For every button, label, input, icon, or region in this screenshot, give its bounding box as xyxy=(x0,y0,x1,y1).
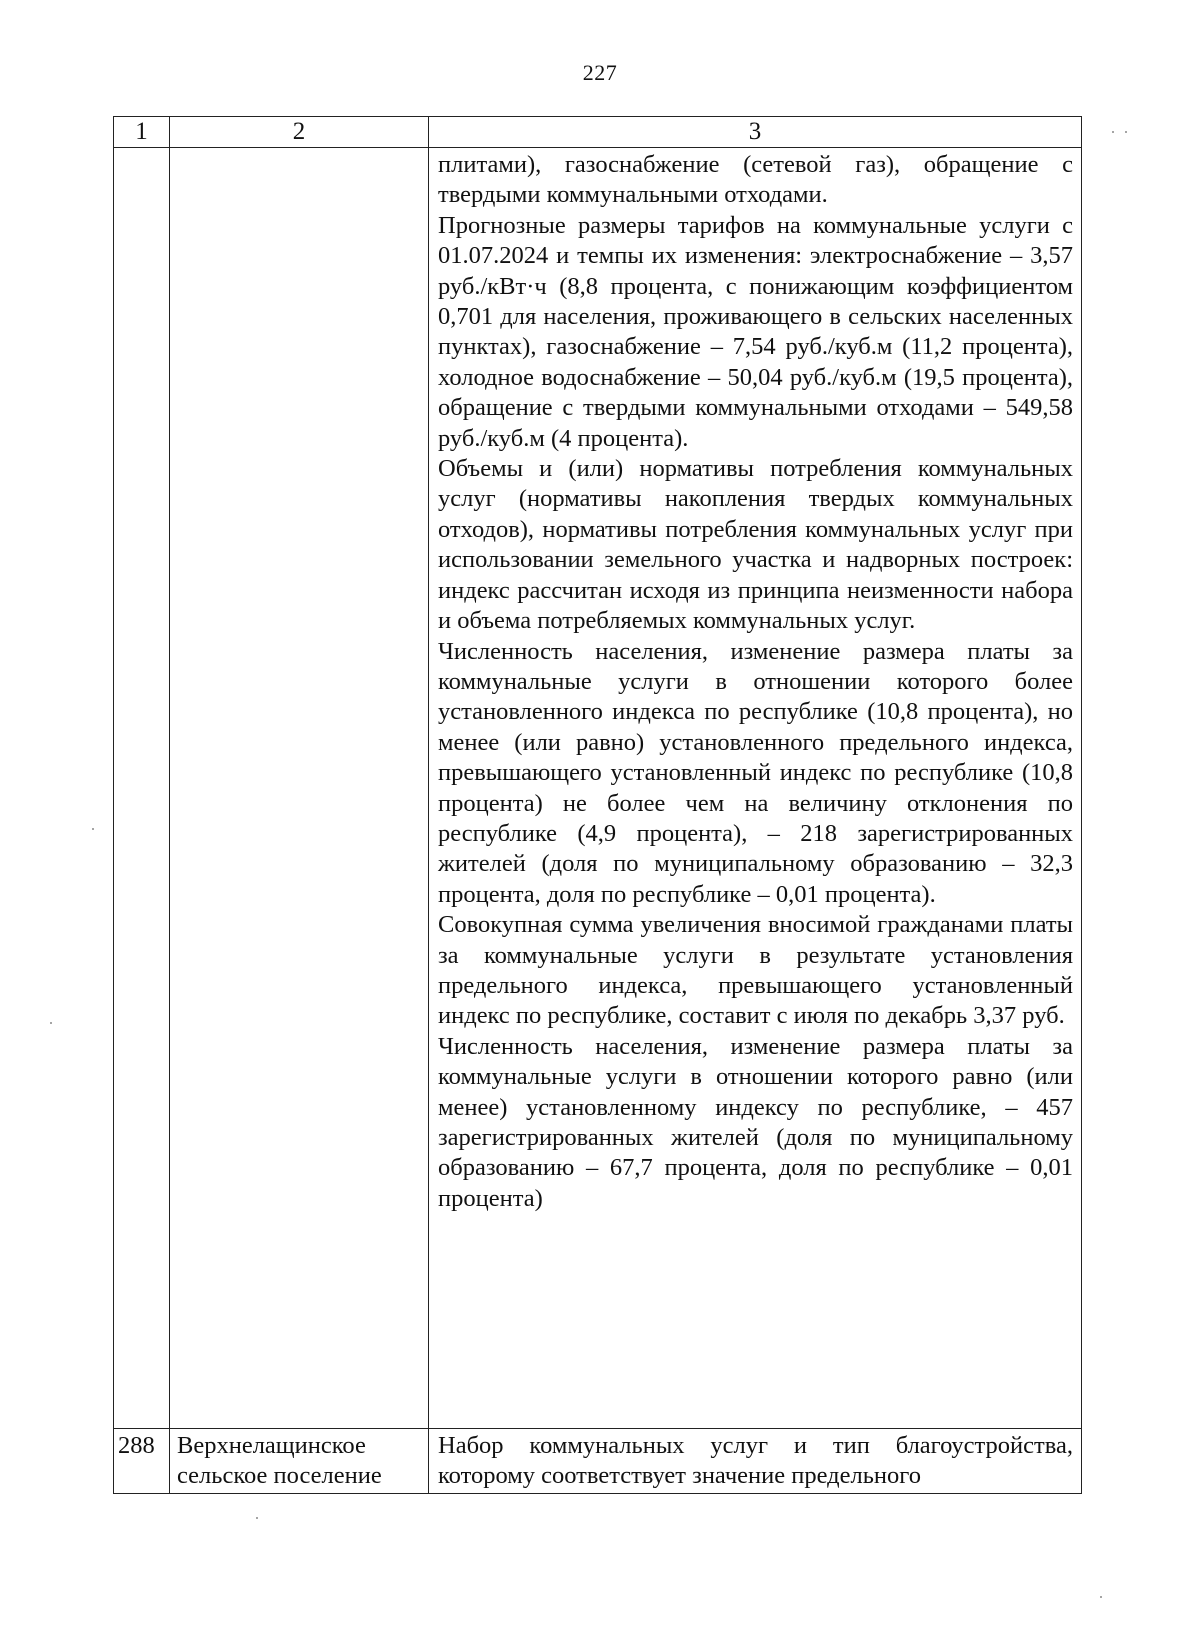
description-cell-288 xyxy=(429,1429,1082,1494)
column-header-2: 2 xyxy=(170,117,429,148)
scan-speck xyxy=(92,828,94,830)
column-header-3: 3 xyxy=(429,117,1082,148)
scan-speck xyxy=(1112,131,1114,133)
table-header-row xyxy=(114,117,1082,148)
scan-speck xyxy=(50,1022,52,1024)
table-row-288 xyxy=(114,1429,1082,1494)
page-number: 227 xyxy=(582,60,618,85)
paragraph-population-above-index: Численность населения, изменение размера платы за коммунальные услуги в отношении которого более установленного индекса по республике (10,8 процента), но менее (или равно) установленного предельного индекса, превышающего установленный индекс по республике (10,8 процента) не более чем на величину отклонения по республике (4,9 процента), – 218 зарегистрированных жителей (доля по муниципальному образованию – 32,3 процента, доля по республике – 0,01 процента). xyxy=(438,637,1073,908)
table-row-continued xyxy=(114,148,1082,1429)
scan-speck xyxy=(256,1517,258,1519)
settlement-name: Верхнелащинское сельское поселение xyxy=(177,1432,382,1490)
paragraph-consumption-volumes: Объемы и (или) нормативы потребления коммунальных услуг (нормативы накопления твердых коммунальных отходов), нормативы потребления коммунальных услуг при использовании земельного участка и надворных построек: индекс рассчитан исходя из принципа неизменности набора и объема потребляемых коммунальных услуг. xyxy=(438,455,1073,635)
row-number: 288 xyxy=(118,1432,155,1459)
row-number-cell-288 xyxy=(114,1429,170,1494)
row-number-cell xyxy=(114,148,170,1429)
paragraph-total-increase: Совокупная сумма увеличения вносимой гражданами платы за коммунальные услуги в результате установления предельного индекса, превышающего установленный индекс по республике, составит с июля по декабрь 3,37 руб. xyxy=(438,911,1073,1030)
settlement-name-cell xyxy=(170,148,429,1429)
scan-speck xyxy=(1125,131,1127,133)
description-cell xyxy=(429,148,1082,1429)
scan-speck xyxy=(1100,1596,1102,1598)
description-start-288: Набор коммунальных услуг и тип благоустройства, которому соответствует значение предельного xyxy=(438,1432,1073,1490)
settlement-name-cell-288 xyxy=(170,1429,429,1494)
column-header-1: 1 xyxy=(114,117,170,148)
paragraph-tariff-forecast: Прогнозные размеры тарифов на коммунальные услуги с 01.07.2024 и темпы их изменения: электроснабжение – 3,57 руб./кВт·ч (8,8 процента, с понижающим коэффициентом 0,701 для населения, проживающего в сельских населенных пунктах), газоснабжение – 7,54 руб./куб.м (11,2 процента), холодное водоснабжение – 50,04 руб./куб.м (19,5 процента), обращение с твердыми коммунальными отходами – 549,58 руб./куб.м (4 процента). xyxy=(438,211,1073,452)
paragraph-population-within-index: Численность населения, изменение размера платы за коммунальные услуги в отношении которого равно (или менее) установленному индексу по республике, – 457 зарегистрированных жителей (доля по муниципальному образованию – 67,7 процента, доля по республике – 0,01 процента) xyxy=(438,1032,1073,1212)
municipal-tariff-table xyxy=(113,116,1082,1494)
paragraph-services-list: плитами), газоснабжение (сетевой газ), обращение с твердыми коммунальными отходами. xyxy=(438,151,1073,209)
